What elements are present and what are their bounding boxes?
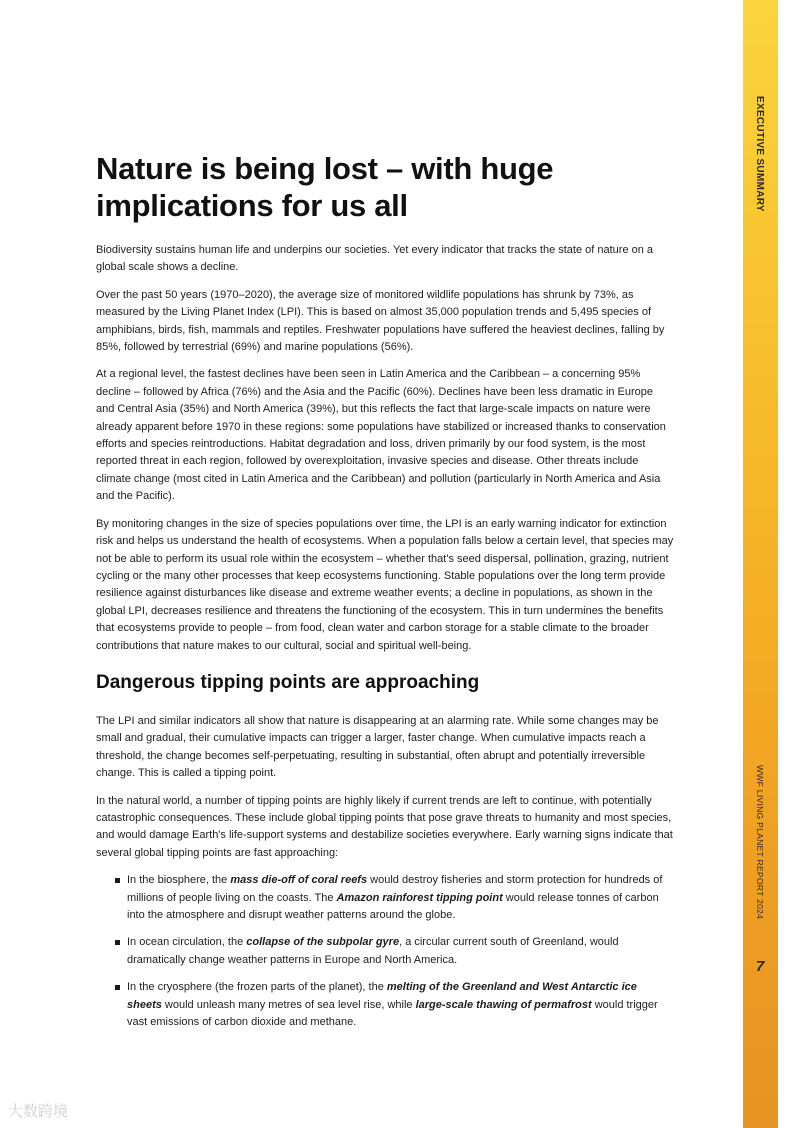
emphasis: Amazon rainforest tipping point (336, 891, 503, 904)
list-item (127, 872, 674, 924)
text-segment: would release tonnes of carbon into the atmosphere and disrupt weather patterns around the globe. (127, 891, 659, 921)
emphasis: collapse of the subpolar gyre (246, 936, 400, 949)
paragraph: The LPI and similar indicators all show that nature is disappearing at an alarming rate. While some changes may be small and gradual, their cumulative impacts can trigger a larger, faster change. When cumulative impacts reach a threshold, the change becomes self-perpetuating, resulting in substantial, often abrupt and potentially irreversible change. This is called a tipping point. (96, 714, 659, 780)
emphasis: mass die-off of coral reefs (230, 874, 368, 887)
paragraph: At a regional level, the fastest declines have been seen in Latin America and the Caribbean – a concerning 95% decline – followed by Africa (76%) and the Asia and the Pacific (60%). Declines have been less dramatic in Europe and Central Asia (35%) and North America (39%), but this reflects the fact that large-scale impacts on nature were already apparent before 1970 in these regions: some populations have stabilized or increased thanks to conservation efforts and species reintroductions. Habitat degradation and loss, driven primarily by our food system, is the most reported threat in each region, followed by overexploitation, invasive species and disease. Other threats include climate change (most cited in Latin America and the Caribbean) and pollution (particularly in North America and Asia and the Pacific). (96, 368, 666, 503)
watermark: 大数跨境 (8, 1102, 69, 1120)
list-item (127, 979, 674, 1031)
text-segment: , a circular current south of Greenland, would dramatically change weather patterns in Europe and North America. (127, 936, 619, 966)
text-segment: In ocean circulation, the (127, 936, 247, 949)
emphasis: large-scale thawing of permafrost (415, 998, 592, 1011)
emphasis: melting of the Greenland and West Antarctic ice sheets (127, 981, 637, 1011)
text-segment: would destroy fisheries and storm protection for hundreds of millions of people living on the coasts. The (127, 874, 663, 904)
text-segment: would unleash many metres of sea level rise, while (161, 998, 416, 1011)
page-number: 7 (755, 958, 765, 975)
text-segment: In the cryosphere (the frozen parts of the planet), the (127, 981, 387, 994)
paragraph: By monitoring changes in the size of species populations over time, the LPI is an early warning indicator for extinction risk and helps us understand the health of ecosystems. When a population falls below a certain level, that species may not be able to perform its usual role within the ecosystem – whether that's seed dispersal, pollination, grazing, nutrient cycling or the many other processes that keep ecosystems functioning. Stable populations over the long term provide resilience against disturbances like disease and extreme weather events; a decline in populations, as shown in the global LPI, decreases resilience and threatens the functioning of the ecosystem. This in turn undermines the benefits that ecosystems provide to people – from food, clean water and carbon storage for a stable climate to the broader contributions that nature makes to our cultural, social and spiritual well-being. (96, 517, 674, 652)
text-segment: In the biosphere, the (127, 874, 231, 887)
section-heading: Dangerous tipping points are approaching (96, 671, 480, 693)
paragraph: Over the past 50 years (1970–2020), the average size of monitored wildlife populations has shrunk by 73%, as measured by the Living Planet Index (LPI). This is based on almost 35,000 population trends and 5,495 species of amphibians, birds, fish, mammals and reptiles. Freshwater populations have suffered the heaviest declines, falling by 85%, followed by terrestrial (69%) and marine populations (56%). (96, 288, 665, 354)
paragraph: Biodiversity sustains human life and underpins our societies. Yet every indicator that tracks the state of nature on a global scale shows a decline. (96, 244, 654, 274)
paragraph: In the natural world, a number of tipping points are highly likely if current trends are left to continue, with potentially catastrophic consequences. These include global tipping points that pose grave threats to humanity and most species, and would damage Earth's life-support systems and destabilize societies everywhere. Early warning signs indicate that several global tipping points are fast approaching: (96, 794, 673, 859)
text-segment: would trigger vast emissions of carbon dioxide and methane. (127, 998, 658, 1029)
list-item (127, 934, 674, 969)
tipping-points-list (96, 872, 674, 1031)
main-content (96, 150, 674, 1041)
section-label: EXECUTIVE SUMMARY (754, 96, 765, 212)
report-title: WWF LIVING PLANET REPORT 2024 (755, 765, 765, 920)
page-title: Nature is being lost – with huge implications for us all (96, 151, 554, 223)
